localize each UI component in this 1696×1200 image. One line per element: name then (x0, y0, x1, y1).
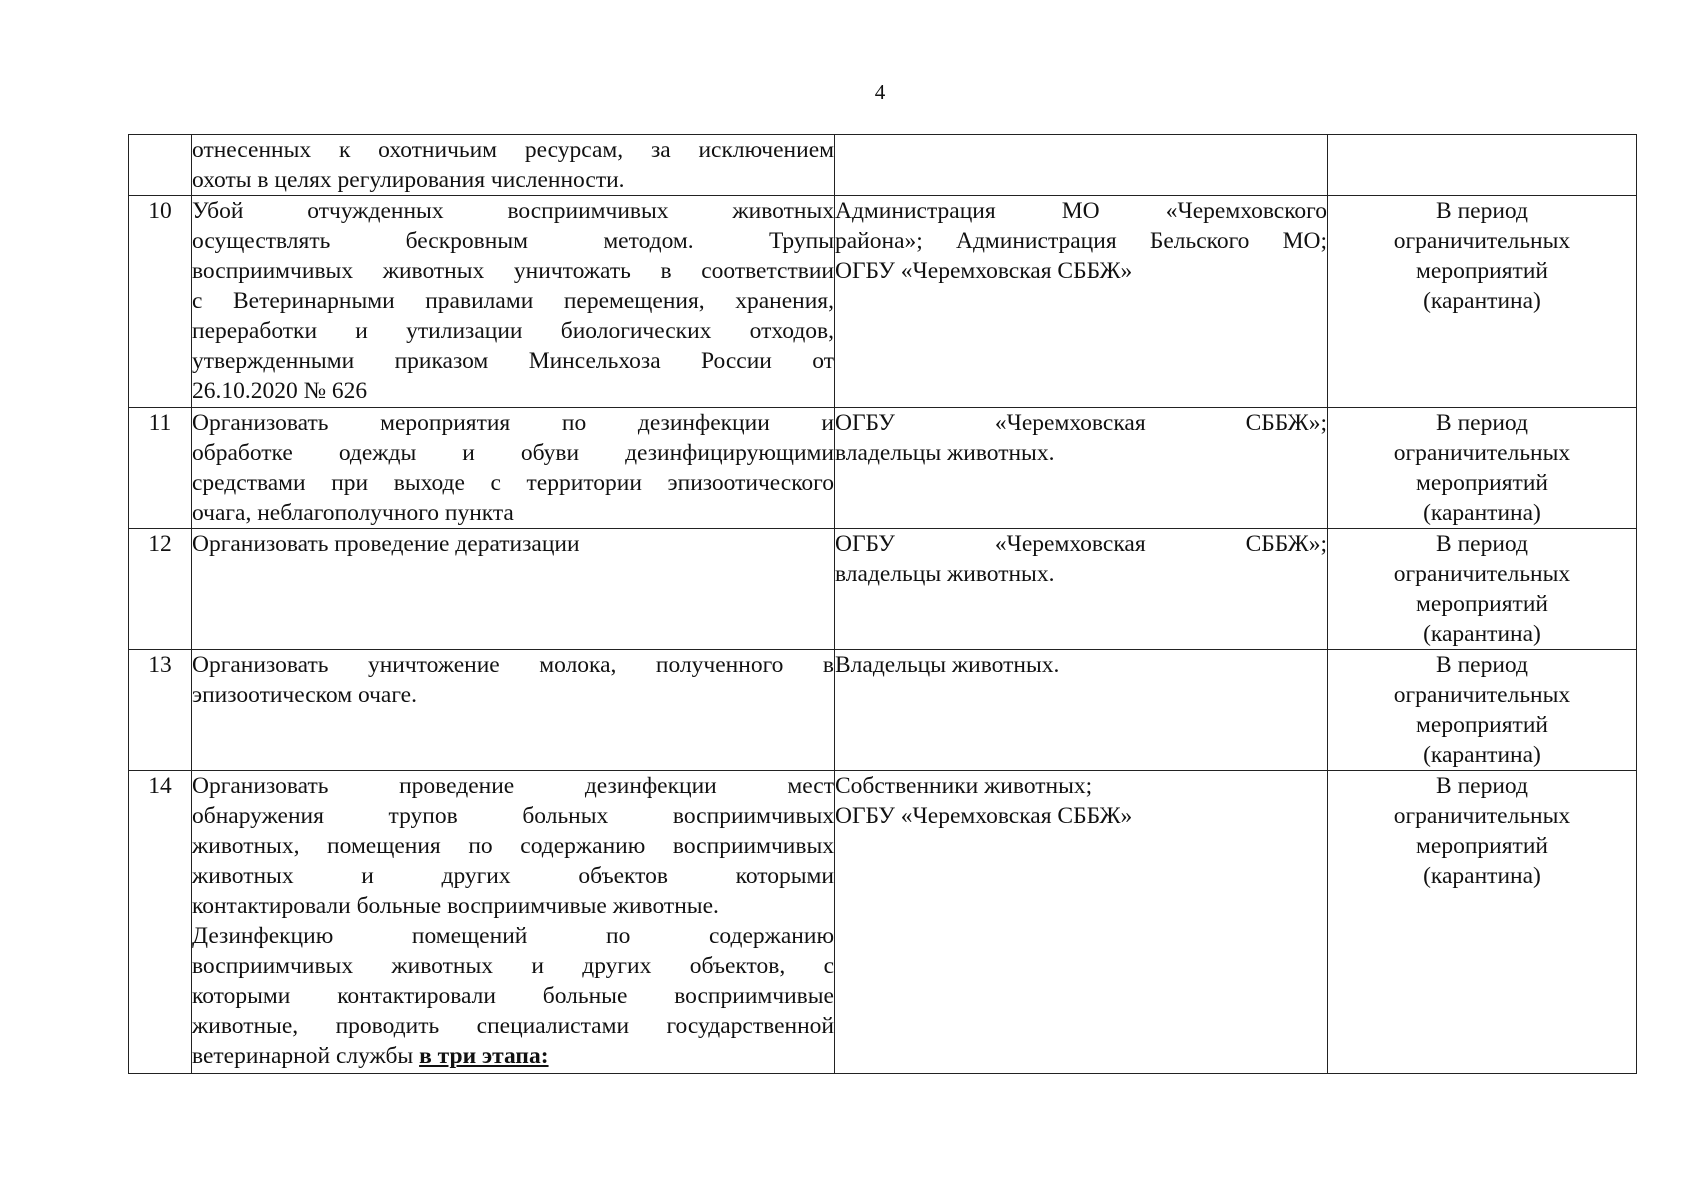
table-row (129, 196, 1637, 408)
text-line: с Ветеринарными правилами перемещения, хранения, (192, 288, 834, 314)
text-line: мероприятий (1416, 258, 1548, 284)
text-line: эпизоотическом очаге. (192, 682, 417, 708)
action-cell (192, 771, 835, 1074)
term-cell (1328, 196, 1637, 408)
row-number: 14 (129, 771, 192, 1074)
text-line: Дезинфекцию помещений по содержанию (192, 923, 834, 949)
text-line: мероприятий (1416, 833, 1548, 859)
text-line: средствами при выходе с территории эпизоотического (192, 470, 834, 496)
text-line: восприимчивых животных уничтожать в соответствии (192, 258, 834, 284)
text-line: контактировали больные восприимчивые животные. (192, 893, 719, 919)
text-line: ОГБУ «Черемховская СББЖ» (835, 803, 1133, 829)
text-line: (карантина) (1423, 742, 1541, 768)
text-line: района»; Администрация Бельского МО; (835, 228, 1327, 254)
text-line: (карантина) (1423, 288, 1541, 314)
text-line: 26.10.2020 № 626 (192, 378, 368, 404)
text-line: (карантина) (1423, 500, 1541, 526)
table-row (129, 529, 1637, 650)
text-line: очага, неблагополучного пункта (192, 500, 514, 526)
text-line: ограничительных (1393, 803, 1571, 829)
text-line: Убой отчужденных восприимчивых животных (192, 198, 834, 224)
responsible-cell (835, 408, 1328, 529)
text-line: Организовать проведение дератизации (192, 531, 580, 557)
text-line: обнаружения трупов больных восприимчивых (192, 803, 834, 829)
text-line: ОГБУ «Черемховская СББЖ»; (835, 410, 1327, 436)
text-line: владельцы животных. (835, 561, 1055, 587)
text-line: которыми контактировали больные восприимчивые (192, 983, 834, 1009)
text-line: В период (1436, 773, 1528, 799)
text-line: (карантина) (1423, 863, 1541, 889)
text-line: ОГБУ «Черемховская СББЖ»; (835, 531, 1327, 557)
term-cell (1328, 135, 1637, 196)
text-line: Администрация МО «Черемховского (835, 198, 1327, 224)
text-line: мероприятий (1416, 591, 1548, 617)
table-row (129, 650, 1637, 771)
action-cell (192, 650, 835, 771)
action-cell (192, 196, 835, 408)
text-line: Владельцы животных. (835, 652, 1060, 678)
action-cell (192, 408, 835, 529)
text-line: отнесенных к охотничьим ресурсам, за исключением (192, 137, 834, 163)
term-cell (1328, 771, 1637, 1074)
text-line: переработки и утилизации биологических отходов, (192, 318, 834, 344)
text-line: В период (1436, 652, 1528, 678)
text-line: владельцы животных. (835, 440, 1055, 466)
action-cell (192, 529, 835, 650)
responsible-cell (835, 650, 1328, 771)
term-cell (1328, 408, 1637, 529)
emphasized-text: в три этапа: (419, 1043, 549, 1069)
measures-table (128, 134, 1637, 1074)
row-number: 10 (129, 196, 192, 408)
text-line: Организовать проведение дезинфекции мест (192, 773, 834, 799)
text-line: ОГБУ «Черемховская СББЖ» (835, 258, 1133, 284)
text-line (192, 1041, 834, 1071)
row-number: 12 (129, 529, 192, 650)
text-line: восприимчивых животных и других объектов, с (192, 953, 834, 979)
text-line: ограничительных (1393, 228, 1571, 254)
text-line: В период (1436, 531, 1528, 557)
text-line: ограничительных (1393, 440, 1571, 466)
row-number (129, 135, 192, 196)
text-line: животных и других объектов которыми (192, 863, 834, 889)
text-line: мероприятий (1416, 712, 1548, 738)
text-line: утвержденными приказом Минсельхоза России от (192, 348, 834, 374)
action-cell (192, 135, 835, 196)
responsible-cell (835, 771, 1328, 1074)
text-fragment: ветеринарной службы (192, 1043, 414, 1069)
row-number: 11 (129, 408, 192, 529)
text-line: животные, проводить специалистами государственной (192, 1013, 834, 1039)
text-line: обработке одежды и обуви дезинфицирующими (192, 440, 834, 466)
text-line: осуществлять бескровным методом. Трупы (192, 228, 834, 254)
text-line: Организовать уничтожение молока, полученного в (192, 652, 834, 678)
text-line: ограничительных (1393, 682, 1571, 708)
text-line: (карантина) (1423, 621, 1541, 647)
page-number: 4 (874, 80, 886, 104)
table-row (129, 408, 1637, 529)
text-line: Собственники животных; (835, 773, 1093, 799)
text-line: мероприятий (1416, 470, 1548, 496)
text-line: В период (1436, 198, 1528, 224)
term-cell (1328, 650, 1637, 771)
text-line: Организовать мероприятия по дезинфекции и (192, 410, 834, 436)
table-row (129, 771, 1637, 1074)
text-line: ограничительных (1393, 561, 1571, 587)
text-line: охоты в целях регулирования численности. (192, 167, 625, 193)
text-line: В период (1436, 410, 1528, 436)
text-line: животных, помещения по содержанию восприимчивых (192, 833, 834, 859)
responsible-cell (835, 135, 1328, 196)
responsible-cell (835, 529, 1328, 650)
responsible-cell (835, 196, 1328, 408)
table-row (129, 135, 1637, 196)
row-number: 13 (129, 650, 192, 771)
term-cell (1328, 529, 1637, 650)
